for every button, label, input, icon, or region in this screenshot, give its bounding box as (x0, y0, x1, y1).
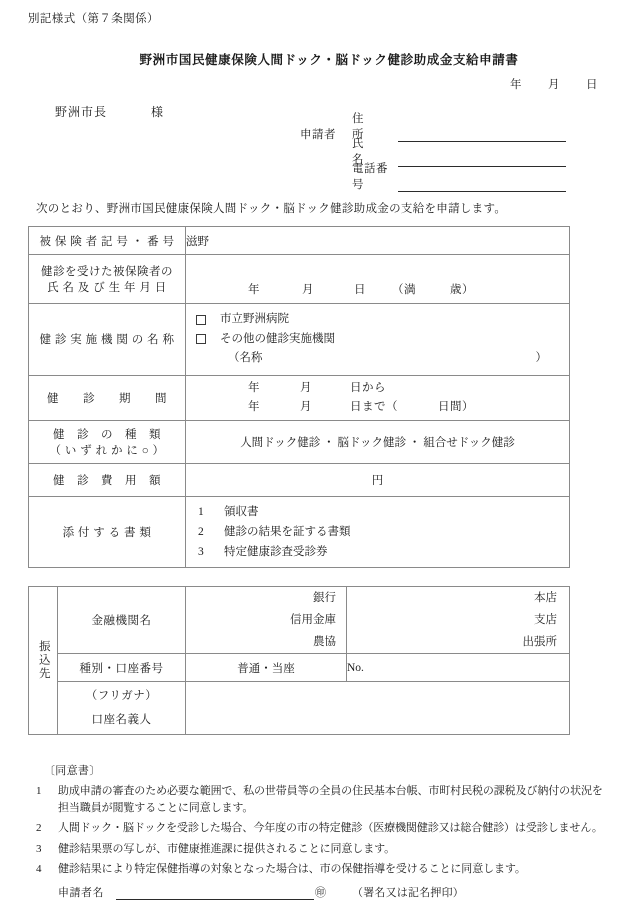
account-kana-label: （フリガナ） (85, 690, 158, 702)
bank-type-option-2[interactable]: 信用金庫 (290, 614, 336, 626)
account-type-label: 種別・口座番号 (58, 654, 186, 682)
cost-value[interactable] (186, 463, 570, 496)
signature-label: 申請者名 (58, 886, 104, 899)
account-holder-labels (58, 684, 185, 732)
bank-type-list (186, 587, 346, 653)
consent-text: 人間ドック・脳ドックを受診した場合、今年度の市の特定健診（医療機関健診又は総合健診）は受診しません。 (58, 822, 603, 834)
list-item (198, 502, 569, 522)
consent-section (36, 762, 610, 900)
consent-item (36, 841, 610, 858)
cost-unit: 円 (371, 474, 384, 487)
list-item (198, 542, 569, 562)
documents-list (186, 496, 570, 567)
table-row-insured-name-birth (29, 255, 570, 304)
table-row-account-holder (29, 682, 570, 735)
account-type-options[interactable]: 普通・当座 (186, 654, 347, 682)
type-label-line2: （ い ず れ か に ○ ） (49, 444, 165, 457)
applicant-phone-row (300, 163, 566, 192)
date-day-label: 日 (586, 79, 598, 91)
table-row-insured-number (29, 227, 570, 255)
bank-name-label: 金融機関名 (58, 587, 186, 654)
account-number-label: No. (347, 661, 364, 674)
type-label-line1: 健 診 の 種 類 (53, 428, 161, 441)
period-fields[interactable] (186, 375, 570, 420)
bank-branch-option-2[interactable]: 支店 (534, 614, 557, 626)
period-from-row (186, 379, 569, 398)
applicant-address-row (300, 113, 566, 142)
table-row-cost (29, 463, 570, 496)
bank-type-option-3[interactable]: 農協 (313, 636, 336, 648)
birth-year-label: 年 (248, 284, 260, 296)
signature-row (36, 882, 610, 900)
account-number-field[interactable] (347, 654, 570, 682)
table-row-bank-institution (29, 587, 570, 654)
bank-branch-list (347, 587, 569, 653)
checkbox-icon[interactable] (196, 315, 206, 325)
intro-sentence: 次のとおり、野洲市国民健康保険人間ドック・脳ドック健診助成金の支給を申請します。 (36, 203, 507, 215)
age-close-label: 歳） (450, 284, 474, 296)
cost-label: 健 診 費 用 額 (29, 463, 186, 496)
table-row-type (29, 420, 570, 463)
period-to-day: 日まで（ (350, 400, 398, 413)
institution-name-close: ） (535, 352, 547, 364)
insured-number-label: 被 保 険 者 記 号 ・ 番 号 (29, 227, 186, 255)
document-number: 2 (198, 525, 204, 538)
account-holder-label (58, 682, 186, 735)
table-row-documents (29, 496, 570, 567)
type-options[interactable]: 人間ドック健診 ・ 脳ドック健診 ・ 組合せドック健診 (186, 420, 570, 463)
age-open-label: （満 (392, 284, 416, 296)
period-to-month: 月 (300, 400, 312, 413)
attached-documents (186, 497, 569, 567)
institution-option-1[interactable] (196, 310, 569, 330)
birth-month-label: 月 (302, 284, 314, 296)
institution-option-2[interactable] (196, 330, 569, 350)
institution-option-2-label: その他の健診実施機関 (220, 332, 335, 345)
consent-number: 4 (36, 863, 42, 875)
bank-branch-option-3[interactable]: 出張所 (522, 636, 557, 648)
insured-label-line1: 健診を受けた被保険者の (41, 266, 173, 278)
insured-name-input[interactable] (186, 261, 569, 281)
document-text: 特定健康診査受診券 (224, 545, 328, 558)
consent-item (36, 820, 610, 837)
period-from-day: 日から (350, 381, 386, 394)
document-number: 1 (198, 505, 204, 518)
bank-transfer-table (28, 586, 570, 735)
account-name-input[interactable] (186, 708, 569, 732)
consent-title: 〔同意書〕 (44, 765, 101, 777)
consent-item (36, 861, 610, 878)
consent-number: 3 (36, 842, 42, 855)
institution-name-field[interactable] (196, 349, 569, 369)
applicant-name-row (300, 138, 566, 167)
consent-text: 健診結果により特定保健指導の対象となった場合は、市の保健指導を受けることに同意します。 (58, 863, 526, 875)
document-number: 3 (198, 545, 204, 558)
period-to-year: 年 (248, 400, 260, 413)
documents-label: 添 付 す る 書 類 (29, 496, 186, 567)
form-reference: 別記様式（第７条関係） (28, 13, 159, 25)
document-text: 健診の結果を証する書類 (224, 525, 351, 538)
signature-note: （署名又は記名押印） (352, 886, 464, 899)
period-to-row (186, 398, 569, 417)
bank-type-option-1[interactable]: 銀行 (313, 592, 336, 604)
account-kana-input[interactable] (186, 684, 569, 708)
institution-options (186, 304, 570, 376)
phone-input[interactable] (398, 177, 566, 192)
submission-date (510, 76, 598, 92)
insured-label-line2: 氏 名 及 び 生 年 月 日 (47, 282, 167, 294)
bank-branch-options[interactable] (347, 587, 570, 654)
addressee-honorific: 様 (151, 105, 165, 119)
date-year-label: 年 (510, 79, 522, 91)
date-month-label: 月 (548, 79, 560, 91)
account-holder-value[interactable] (186, 682, 570, 735)
address-input[interactable] (398, 127, 566, 142)
consent-item (36, 783, 610, 816)
institution-name-open: （名称 (228, 352, 263, 364)
institution-label: 健 診 実 施 機 関 の 名 称 (29, 304, 186, 376)
consent-number: 2 (36, 822, 42, 834)
table-row-account (29, 654, 570, 682)
institution-checkbox-list (186, 304, 569, 375)
insured-name-birth-value[interactable] (186, 255, 570, 304)
document-text: 領収書 (224, 505, 259, 518)
address-label: 住 所 (352, 113, 388, 141)
account-name-label: 口座名義人 (91, 714, 152, 726)
table-row-institution (29, 304, 570, 376)
addressee (55, 103, 164, 120)
name-label: 氏 名 (352, 138, 388, 166)
applicant-tag: 申請者 (300, 129, 336, 141)
name-input[interactable] (398, 152, 566, 167)
signature-input[interactable] (116, 885, 314, 900)
insured-number-value[interactable]: 滋野 (186, 227, 570, 255)
phone-label: 電話番号 (352, 163, 388, 191)
consent-number: 1 (36, 785, 42, 797)
checkbox-icon[interactable] (196, 334, 206, 344)
type-label (29, 420, 186, 463)
page-title: 野洲市国民健康保険人間ドック・脳ドック健診助成金支給申請書 (139, 53, 519, 67)
addressee-name: 野洲市長 (55, 105, 108, 119)
bank-side-label-text: 振込先 (37, 640, 50, 681)
birth-date-fields (186, 281, 569, 297)
period-label: 健 診 期 間 (29, 375, 186, 420)
table-row-period (29, 375, 570, 420)
period-from-month: 月 (300, 381, 312, 394)
applicant-block (300, 113, 566, 200)
application-details-table (28, 226, 570, 568)
institution-option-1-label: 市立野洲病院 (220, 313, 289, 325)
period-from-year: 年 (248, 381, 260, 394)
consent-text: 助成申請の審査のため必要な範囲で、私の世帯員等の全員の住民基本台帳、市町村民税の課税及び納付の状況を担当職員が閲覧することに同意します。 (58, 785, 603, 814)
seal-icon: ㊞ (315, 886, 326, 899)
bank-side-label (29, 587, 58, 735)
consent-text: 健診結果票の写しが、市健康推進課に提供されることに同意します。 (58, 842, 396, 855)
birth-day-label: 日 (354, 284, 366, 296)
bank-type-options[interactable] (186, 587, 347, 654)
list-item (198, 522, 569, 542)
insured-name-birth-label (29, 255, 186, 304)
period-to-days: 日間） (438, 400, 474, 413)
bank-branch-option-1[interactable]: 本店 (534, 592, 557, 604)
